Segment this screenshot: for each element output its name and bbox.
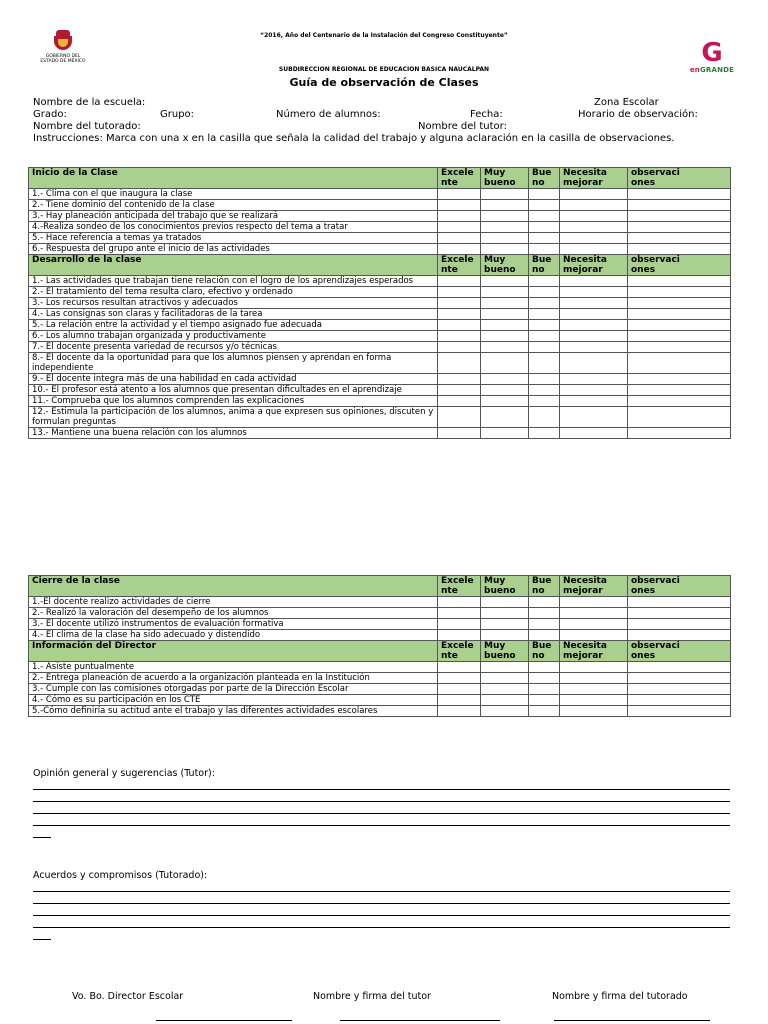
col-bueno: Bue no [529,576,560,597]
opinion-line-3[interactable] [33,813,730,814]
criterion-text: 4.-Realiza sondeo de los conocimientos previos respecto del tema a tratar [29,222,438,233]
table-row [29,706,731,717]
grade-label: Grado: [33,109,67,120]
col-muy-bueno: Muy bueno [481,641,529,662]
col-muy-bueno: Muy bueno [481,255,529,276]
criterion-text: 5.- La relación entre la actividad y el tiempo asignado fue adecuada [29,320,438,331]
director-signature-label: Vo. Bo. Director Escolar [72,991,184,1002]
opinion-line-5[interactable] [33,837,51,838]
col-necesita-mejorar: Necesita mejorar [560,255,628,276]
agreements-line-1[interactable] [33,891,730,892]
criterion-text: 5.-Cómo definiría su actitud ante el trabajo y las diferentes actividades escolares [29,706,438,717]
table-row [29,222,731,233]
table-row [29,662,731,673]
criterion-text: 1.-El docente realizo actividades de cierre [29,597,438,608]
criterion-text: 2.- Realizó la valoración del desempeño de los alumnos [29,608,438,619]
table-row [29,189,731,200]
opinion-label: Opinión general y sugerencias (Tutor): [33,768,215,779]
section-header-cierre [29,576,731,597]
subdirection-name: SUBDIRECCION REGIONAL DE EDUCACION BASICA NAUCALPAN [278,66,490,73]
criterion-text: 6.- Los alumno trabajan organizada y productivamente [29,331,438,342]
document-title: Guía de observación de Clases [289,76,479,89]
school-name-label: Nombre de la escuela: [33,97,146,108]
section-title: Cierre de la clase [29,576,438,597]
section-title: Información del Director [29,641,438,662]
table-row [29,396,731,407]
col-bueno: Bue no [529,168,560,189]
criterion-text: 1.- Las actividades que trabajan tiene relación con el logro de los aprendizajes esperados [29,276,438,287]
school-zone-label: Zona Escolar [594,97,659,108]
table-row [29,298,731,309]
agreements-line-4[interactable] [33,927,730,928]
criterion-text: 8.- El docente da la oportunidad para que los alumnos piensen y aprendan en forma independiente [29,353,438,374]
criterion-text: 10.- El profesor está atento a los alumnos que presentan dificultades en el aprendizaje [29,385,438,396]
tutored-name-label: Nombre del tutorado: [33,121,141,132]
table-row [29,353,731,374]
table-row [29,597,731,608]
criterion-text: 1.- Asiste puntualmente [29,662,438,673]
section-header-desarrollo [29,255,731,276]
table-row [29,309,731,320]
criterion-text: 2.- Tiene dominio del contenido de la clase [29,200,438,211]
table-row [29,276,731,287]
observation-schedule-label: Horario de observación: [578,109,698,120]
observation-table-1 [28,167,731,439]
director-signature-line[interactable] [156,1020,292,1021]
criterion-text: 3.- Hay planeación anticipada del trabajo que se realizará [29,211,438,222]
section-title: Desarrollo de la clase [29,255,438,276]
col-muy-bueno: Muy bueno [481,168,529,189]
agreements-line-2[interactable] [33,903,730,904]
col-bueno: Bue no [529,641,560,662]
col-excelente: Excele nte [438,641,481,662]
criterion-text: 5.- Hace referencia a temas ya tratados [29,233,438,244]
col-necesita-mejorar: Necesita mejorar [560,168,628,189]
table-row [29,200,731,211]
table-row [29,695,731,706]
table-row [29,673,731,684]
table-row [29,244,731,255]
table-row [29,211,731,222]
opinion-line-2[interactable] [33,801,730,802]
col-excelente: Excele nte [438,255,481,276]
group-label: Grupo: [160,109,195,120]
instructions: Instrucciones: Marca con una x en la casilla que señala la calidad del trabajo y alguna aclaración en la casilla de observaciones. [33,133,675,144]
g-logo-icon: G [701,38,723,68]
col-observaciones: observaci ones [628,168,731,189]
year-motto: “2016, Año del Centenario de la Instalación del Congreso Constituyente” [260,32,508,39]
section-header-inicio [29,168,731,189]
table-row [29,385,731,396]
col-necesita-mejorar: Necesita mejorar [560,641,628,662]
observation-table-2 [28,575,731,717]
table-row [29,342,731,353]
tutored-signature-line[interactable] [554,1020,710,1021]
table-row [29,331,731,342]
agreements-label: Acuerdos y compromisos (Tutorado): [33,870,208,881]
criterion-text: 11.- Comprueba que los alumnos comprenden las explicaciones [29,396,438,407]
col-excelente: Excele nte [438,168,481,189]
criterion-text: 6.- Respuesta del grupo ante el inicio de las actividades [29,244,438,255]
table-row [29,407,731,428]
logo-en: en [689,66,700,74]
table-row [29,428,731,439]
col-bueno: Bue no [529,255,560,276]
agreements-line-5[interactable] [33,939,51,940]
opinion-line-4[interactable] [33,825,730,826]
criterion-text: 1.- Clima con el que inaugura la clase [29,189,438,200]
table-row [29,287,731,298]
criterion-text: 12.- Estimula la participación de los alumnos, anima a que expresen sus opiniones, discuten y formulan preguntas [29,407,438,428]
criterion-text: 3.- Cumple con las comisiones otorgadas por parte de la Dirección Escolar [29,684,438,695]
criterion-text: 2.- Entrega planeación de acuerdo a la organización planteada en la Institución [29,673,438,684]
table-row [29,608,731,619]
table-row [29,320,731,331]
tutored-signature-label: Nombre y firma del tutorado [552,991,688,1002]
tutor-signature-label: Nombre y firma del tutor [313,991,431,1002]
agreements-line-3[interactable] [33,915,730,916]
col-necesita-mejorar: Necesita mejorar [560,576,628,597]
logo-caption-line1: GOBIERNO DEL [45,54,81,59]
criterion-text: 4.- El clima de la clase ha sido adecuado y distendido [29,630,438,641]
criterion-text: 4.- Las consignas son claras y facilitadoras de la tarea [29,309,438,320]
table-row [29,374,731,385]
criterion-text: 2.- El tratamiento del tema resulta claro, efectivo y ordenado [29,287,438,298]
col-observaciones: observaci ones [628,641,731,662]
col-excelente: Excele nte [438,576,481,597]
criterion-text: 13.- Mantiene una buena relación con los alumnos [29,428,438,439]
section-title: Inicio de la Clase [29,168,438,189]
logo-grande: GRANDE [699,66,735,74]
table-row [29,233,731,244]
table-row [29,619,731,630]
tutor-name-label: Nombre del tutor: [418,121,507,132]
criterion-text: 3.- El docente utilizó instrumentos de evaluación formativa [29,619,438,630]
students-count-label: Número de alumnos: [276,109,381,120]
criterion-text: 9.- El docente integra más de una habilidad en cada actividad [29,374,438,385]
criterion-text: 4.- Cómo es su participación en los CTE [29,695,438,706]
section-header-director [29,641,731,662]
table-row [29,630,731,641]
logo-caption-line2: ESTADO DE MÉXICO [40,59,86,64]
criterion-text: 3.- Los recursos resultan atractivos y adecuados [29,298,438,309]
col-muy-bueno: Muy bueno [481,576,529,597]
col-observaciones: observaci ones [628,255,731,276]
date-label: Fecha: [470,109,503,120]
criterion-text: 7.- El docente presenta variedad de recursos y/o técnicas [29,342,438,353]
tutor-signature-line[interactable] [340,1020,500,1021]
engrande-logo [688,40,736,74]
table-row [29,684,731,695]
col-observaciones: observaci ones [628,576,731,597]
opinion-line-1[interactable] [33,789,730,790]
